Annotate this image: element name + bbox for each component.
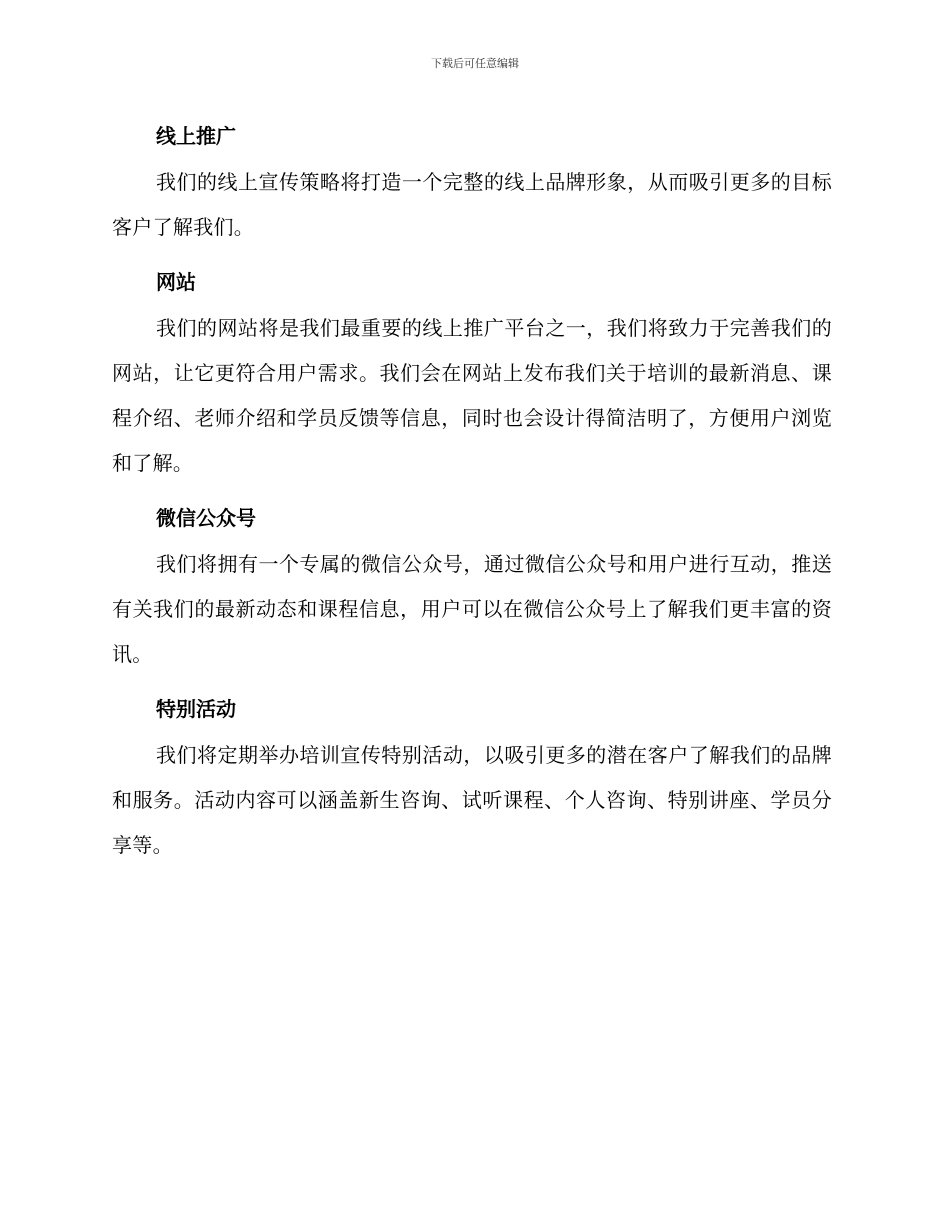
section-body-website: 我们的网站将是我们最重要的线上推广平台之一，我们将致力于完善我们的网站，让它更符合用户需求。我们会在网站上发布我们关于培训的最新消息、课程介绍、老师介绍和学员反馈等信息，同时也会设计得简洁明了，方便用户浏览和了解。 bbox=[112, 316, 832, 475]
section-heading-wechat: 微信公众号 bbox=[156, 506, 256, 530]
section-body-online-promotion: 我们的线上宣传策略将打造一个完整的线上品牌形象，从而吸引更多的目标客户了解我们。 bbox=[112, 170, 832, 239]
section-body-wechat: 我们将拥有一个专属的微信公众号，通过微信公众号和用户进行互动，推送有关我们的最新动态和课程信息，用户可以在微信公众号上了解我们更丰富的资讯。 bbox=[112, 552, 832, 666]
section-heading-website: 网站 bbox=[156, 270, 196, 294]
section-heading-online-promotion: 线上推广 bbox=[156, 124, 236, 148]
section-body-special-events: 我们将定期举办培训宣传特别活动，以吸引更多的潜在客户了解我们的品牌和服务。活动内容可以涵盖新生咨询、试听课程、个人咨询、特别讲座、学员分享等。 bbox=[112, 743, 832, 857]
section-heading-special-events: 特别活动 bbox=[156, 697, 236, 721]
header-note: 下载后可任意编辑 bbox=[431, 57, 519, 70]
document-content bbox=[112, 110, 832, 880]
